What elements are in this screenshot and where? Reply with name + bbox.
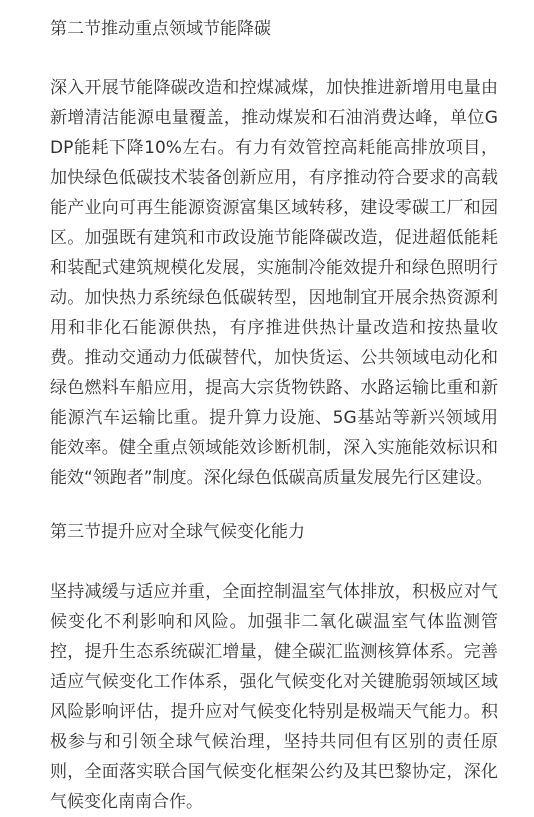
section-heading-climate-change: 第三节提升应对全球气候变化能力 bbox=[50, 522, 305, 542]
section-paragraph-energy-saving: 深入开展节能降碳改造和控煤减煤，加快推进新增用电量由新增清洁能源电量覆盖，推动煤炭和石油消费达峰，单位GDP能耗下降10%左右。有力有效管控高耗能高排放项目，加快绿色低碳技术装备创新应用，有序推动符合要求的高载能产业向可再生能源资源富集区域转移，建设零碳工厂和园区。加强既有建筑和市政设施节能降碳改造，促进超低能耗和装配式建筑规模化发展，实施制冷能效提升和绿色照明行动。加快热力系统绿色低碳转型，因地制宜开展余热资源利用和非化石能源供热，有序推进供热计量改造和按热量收费。推动交通动力低碳替代，加快货运、公共领域电动化和绿色燃料车船应用，提高大宗货物铁路、水路运输比重和新能源汽车运输比重。提升算力设施、5G基站等新兴领域用能效率。健全重点领域能效诊断机制，深入实施能效标识和能效“领跑者”制度。深化绿色低碳高质量发展先行区建设。 bbox=[50, 78, 498, 488]
section-paragraph-climate-change: 坚持减缓与适应并重，全面控制温室气体排放，积极应对气候变化不利影响和风险。加强非二氧化碳温室气体监测管控，提升生态系统碳汇增量，健全碳汇监测核算体系。完善适应气候变化工作体系，强化气候变化对关键脆弱领域区域风险影响评估，提升应对气候变化特别是极端天气能力。积极参与和引领全球气候治理，坚持共同但有区别的责任原则，全面落实联合国气候变化框架公约及其巴黎协定，深化气候变化南南合作。 bbox=[50, 582, 498, 812]
section-heading-energy-saving: 第二节推动重点领域节能降碳 bbox=[50, 19, 271, 39]
